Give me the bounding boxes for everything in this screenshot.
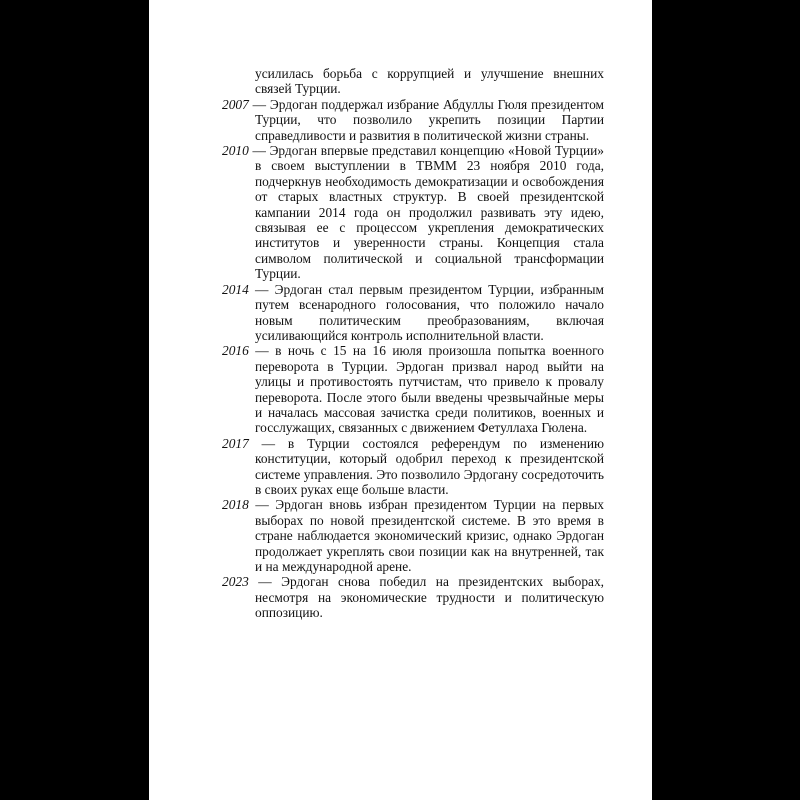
timeline-entry-2016: [222, 343, 604, 435]
entry-text: — Эрдоган впервые представил концепцию «Новой Турции» в своем выступлении в ТВММ 23 ноября 2010 года, подчеркнув необходимость демократизации и освобождения от старых властных структур. В своей президентской кампании 2014 года он продолжил развивать эту идею, связывая ее с процессом укрепления демократических институтов и уверенности страны. Концепция стала символом политической и социальной трансформации Турции.: [248, 143, 604, 282]
entry-text: — Эрдоган стал первым президентом Турции, избранным путем всенародного голосования, что положило начало новым политическим преобразованиям, включая усиливающийся контроль исполнительной власти.: [248, 281, 604, 343]
continuation-text: усилилась борьба с коррупцией и улучшение внешних связей Турции.: [255, 66, 604, 97]
timeline-entry-2018: [222, 497, 604, 574]
entry-text: — Эрдоган снова победил на президентских выборах, несмотря на экономические трудности и политическую оппозицию.: [248, 574, 604, 621]
entry-year: 2023: [222, 574, 249, 590]
entry-year: 2010: [222, 143, 249, 159]
timeline-text: [222, 66, 604, 621]
entry-year: 2016: [222, 343, 249, 359]
continuation-paragraph: [222, 66, 604, 97]
entry-text: — в ночь с 15 на 16 июля произошла попытка военного переворота в Турции. Эрдоган призвал народ выйти на улицы и противостоять путчистам, что привело к провалу переворота. После этого были введены чрезвычайные меры и началась массовая зачистка среди политиков, военных и госслужащих, связанных с движением Фетуллаха Гюлена.: [248, 343, 604, 436]
book-page: [149, 0, 652, 800]
entry-text: — в Турции состоялся референдум по изменению конституции, который одобрил переход к президентской системе управления. Это позволило Эрдогану сосредоточить в своих руках еще больше власти.: [248, 435, 604, 497]
timeline-entry-2017: [222, 436, 604, 498]
timeline-entry-2014: [222, 282, 604, 344]
timeline-entry-2023: [222, 574, 604, 620]
entry-text: — Эрдоган поддержал избрание Абдуллы Гюля президентом Турции, что позволило укрепить позиции Партии справедливости и развития в политической жизни страны.: [248, 96, 604, 143]
timeline-entry-2007: [222, 97, 604, 143]
entry-text: — Эрдоган вновь избран президентом Турции на первых выборах по новой президентской системе. В это время в стране наблюдается экономический кризис, однако Эрдоган продолжает укреплять свои позиции как на внутренней, так и на международной арене.: [248, 497, 604, 574]
entry-year: 2018: [222, 497, 249, 513]
entry-year: 2014: [222, 281, 249, 297]
entry-year: 2007: [222, 96, 249, 112]
timeline-entry-2010: [222, 143, 604, 282]
entry-year: 2017: [222, 435, 249, 451]
